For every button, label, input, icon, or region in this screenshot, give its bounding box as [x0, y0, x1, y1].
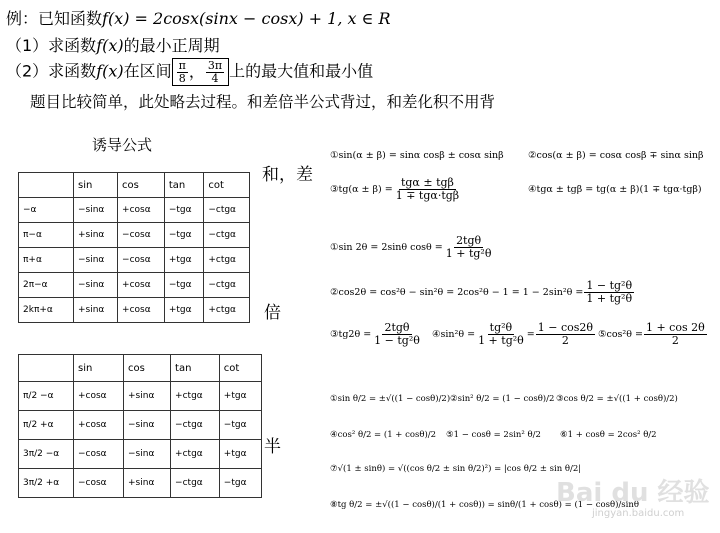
formula-cos-double: ②cos2θ = cos²θ − sin²θ = 2cos²θ − 1 = 1 − 2sin²θ = $\frac{\text{1 − tg²θ}}{\text{1 + tg²θ}}$: [330, 279, 633, 305]
formula-half-4: ④cos² θ/2 = (1 + cosθ)/2: [330, 430, 437, 440]
formula-half-7: ⑦√(1 ± sinθ) = √((cos θ/2 ± sin θ/2)²) = |cos θ/2 ± sin θ/2|: [330, 464, 582, 474]
formula-sin-sum: ①sin(α ± β) = sinα cosβ ± cosα sinβ: [330, 150, 504, 161]
induction-table-1: [18, 172, 250, 323]
formula-cos-square: ⑤cos²θ = $\frac{1 + \cos 2\theta}{2}$: [598, 321, 705, 347]
induction-table-2: [18, 354, 262, 498]
formula-sin-square: ④sin²θ = $\frac{\text{tg²θ}}{\text{1 + tg²θ}}$ = $\frac{1 - \cos 2\theta}{2}$: [432, 321, 593, 347]
table-row: 3π/2 +α −cosα +sinα −ctgα −tgα: [19, 469, 262, 498]
table-header-row: sin cos tan cot: [19, 173, 250, 198]
formula-half-8: ⑧tg θ/2 = ±√((1 − cosθ)/(1 + cosθ)) = sinθ/(1 + cosθ) = (1 − cosθ)/sinθ: [330, 500, 639, 510]
baidu-watermark-logo: Bai du 经验: [556, 478, 710, 508]
label-half: 半: [264, 437, 281, 457]
table-row: π+α −sinα −cosα +tgα +ctgα: [19, 248, 250, 273]
baidu-watermark-url: jingyan.baidu.com: [592, 508, 685, 519]
formula-tan-sum: ③tg(α ± β) = $\frac{\text{tgα ± tgβ}}{\text{1 ∓ tgα·tgβ}}$: [330, 176, 460, 202]
question-1: （1）求函数f(x)的最小正周期: [6, 36, 220, 55]
note-text: 题目比较简单，此处略去过程。和差倍半公式背过，和差化积不用背: [30, 93, 496, 111]
problem-prefix: 例：已知函数: [6, 9, 103, 28]
interval-bracket: $\frac{\pi}{8}$ ， $\frac{3\pi}{4}$: [172, 58, 229, 86]
formula-half-2: ②sin² θ/2 = (1 − cosθ)/2: [450, 394, 555, 404]
table-row: 2π−α −sinα +cosα −tgα −ctgα: [19, 273, 250, 298]
formula-half-5: ⑤1 − cosθ = 2sin² θ/2: [446, 430, 541, 440]
problem-expression: f(x) = 2cosx(sinx − cosx) + 1, x ∈ R: [102, 9, 391, 28]
table-row: π/2 +α +cosα −sinα −ctgα −tgα: [19, 411, 262, 440]
table-header-row: sin cos tan cot: [19, 355, 262, 382]
table-row: π/2 −α +cosα +sinα +ctgα +tgα: [19, 382, 262, 411]
formula-half-3: ③cos θ/2 = ±√((1 + cosθ)/2): [556, 394, 678, 404]
formula-tan-sum-expand: ④tgα ± tgβ = tg(α ± β)(1 ∓ tgα·tgβ): [528, 184, 702, 195]
label-double: 倍: [264, 303, 281, 323]
table-row: 3π/2 −α −cosα −sinα +ctgα +tgα: [19, 440, 262, 469]
table-row: π−α +sinα −cosα −tgα −ctgα: [19, 223, 250, 248]
label-sum-diff: 和，差: [262, 165, 313, 185]
formula-sin-double: ①sin 2θ = 2sinθ cosθ = $\frac{\text{2tgθ}}{\text{1 + tg²θ}}$: [330, 234, 492, 260]
table-row: −α −sinα +cosα −tgα −ctgα: [19, 198, 250, 223]
formula-half-1: ①sin θ/2 = ±√((1 − cosθ)/2): [330, 394, 451, 404]
formula-tan-double: ③tg2θ = $\frac{\text{2tgθ}}{\text{1 − tg²θ}}$: [330, 321, 420, 347]
formula-cos-sum: ②cos(α ± β) = cosα cosβ ∓ sinα sinβ: [528, 150, 704, 161]
problem-statement: [6, 6, 391, 29]
question-2: （2）求函数f(x)在区间 $\frac{\pi}{8}$ ， $\frac{3\pi}{4}$ 上的最大值和最小值: [6, 59, 374, 85]
induction-title: 诱导公式: [92, 136, 153, 154]
formula-half-6: ⑥1 + cosθ = 2cos² θ/2: [560, 430, 657, 440]
table-row: 2kπ+α +sinα +cosα +tgα +ctgα: [19, 298, 250, 323]
